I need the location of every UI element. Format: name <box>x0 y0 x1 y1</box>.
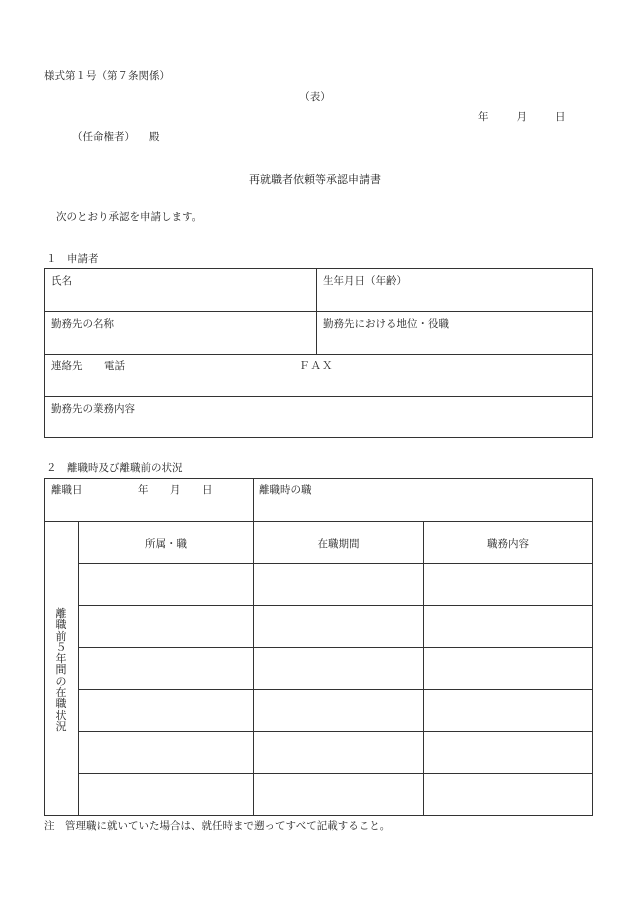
five-year-history-label: 離職前５年間の在職状況 <box>55 607 67 733</box>
date-day: 日 <box>555 111 566 123</box>
history-cell[interactable] <box>253 563 423 605</box>
history-cell[interactable] <box>253 689 423 731</box>
employment-table <box>44 478 593 816</box>
retire-date-field[interactable] <box>45 479 253 521</box>
retire-post-label: 離職時の職 <box>259 484 312 496</box>
col-header-department: 所属・職 <box>78 521 253 563</box>
footnote: 注 管理職に就いていた場合は、就任時まで遡ってすべて記載すること。 <box>44 820 391 832</box>
intro-text: 次のとおり承認を申請します。 <box>56 211 203 223</box>
position-label: 勤務先における地位・役職 <box>323 318 449 330</box>
five-year-history-label-cell <box>45 521 78 815</box>
history-cell[interactable] <box>78 605 253 647</box>
date-month: 月 <box>516 111 527 123</box>
history-cell[interactable] <box>253 773 423 815</box>
history-cell[interactable] <box>253 647 423 689</box>
contact-label: 連絡先 <box>51 360 83 372</box>
history-cell[interactable] <box>253 605 423 647</box>
addressee <box>72 131 160 144</box>
applicant-table <box>44 268 593 438</box>
fax-label: ＦＡＸ <box>299 360 334 372</box>
employer-name-label: 勤務先の名称 <box>51 318 114 330</box>
date-year: 年 <box>478 111 489 123</box>
history-cell[interactable] <box>78 773 253 815</box>
history-cell[interactable] <box>423 689 592 731</box>
business-field[interactable] <box>45 396 592 437</box>
history-cell[interactable] <box>423 563 592 605</box>
date-line <box>478 111 566 124</box>
birthdate-field[interactable] <box>316 269 592 311</box>
business-label: 勤務先の業務内容 <box>51 403 135 415</box>
retire-day-label: 日 <box>202 484 213 496</box>
retire-date-label: 離職日 <box>51 484 83 496</box>
retire-month-label: 月 <box>170 484 181 496</box>
phone-label: 電話 <box>104 360 125 372</box>
employer-name-field[interactable] <box>45 311 316 354</box>
side-label: （表） <box>299 91 331 103</box>
col-header-period: 在職期間 <box>253 521 423 563</box>
history-cell[interactable] <box>423 647 592 689</box>
name-label: 氏名 <box>51 275 72 287</box>
honorific: 殿 <box>149 131 160 143</box>
form-number: 様式第１号（第７条関係） <box>44 70 170 82</box>
history-cell[interactable] <box>78 563 253 605</box>
retire-year-label: 年 <box>138 484 149 496</box>
history-cell[interactable] <box>78 647 253 689</box>
history-cell[interactable] <box>423 731 592 773</box>
addressee-label: （任命権者） <box>72 131 135 143</box>
position-field[interactable] <box>316 311 592 354</box>
col-header-duties: 職務内容 <box>423 521 592 563</box>
section2-heading: ２ 離職時及び離職前の状況 <box>46 462 183 474</box>
history-cell[interactable] <box>423 773 592 815</box>
birthdate-label: 生年月日（年齢） <box>323 275 407 287</box>
retire-post-field[interactable] <box>253 479 592 521</box>
history-cell[interactable] <box>78 689 253 731</box>
contact-field[interactable] <box>45 354 592 396</box>
history-cell[interactable] <box>423 605 592 647</box>
history-cell[interactable] <box>253 731 423 773</box>
name-field[interactable] <box>45 269 316 311</box>
section1-heading: １ 申請者 <box>46 253 99 265</box>
document-title: 再就職者依頼等承認申請書 <box>249 173 381 186</box>
history-cell[interactable] <box>78 731 253 773</box>
